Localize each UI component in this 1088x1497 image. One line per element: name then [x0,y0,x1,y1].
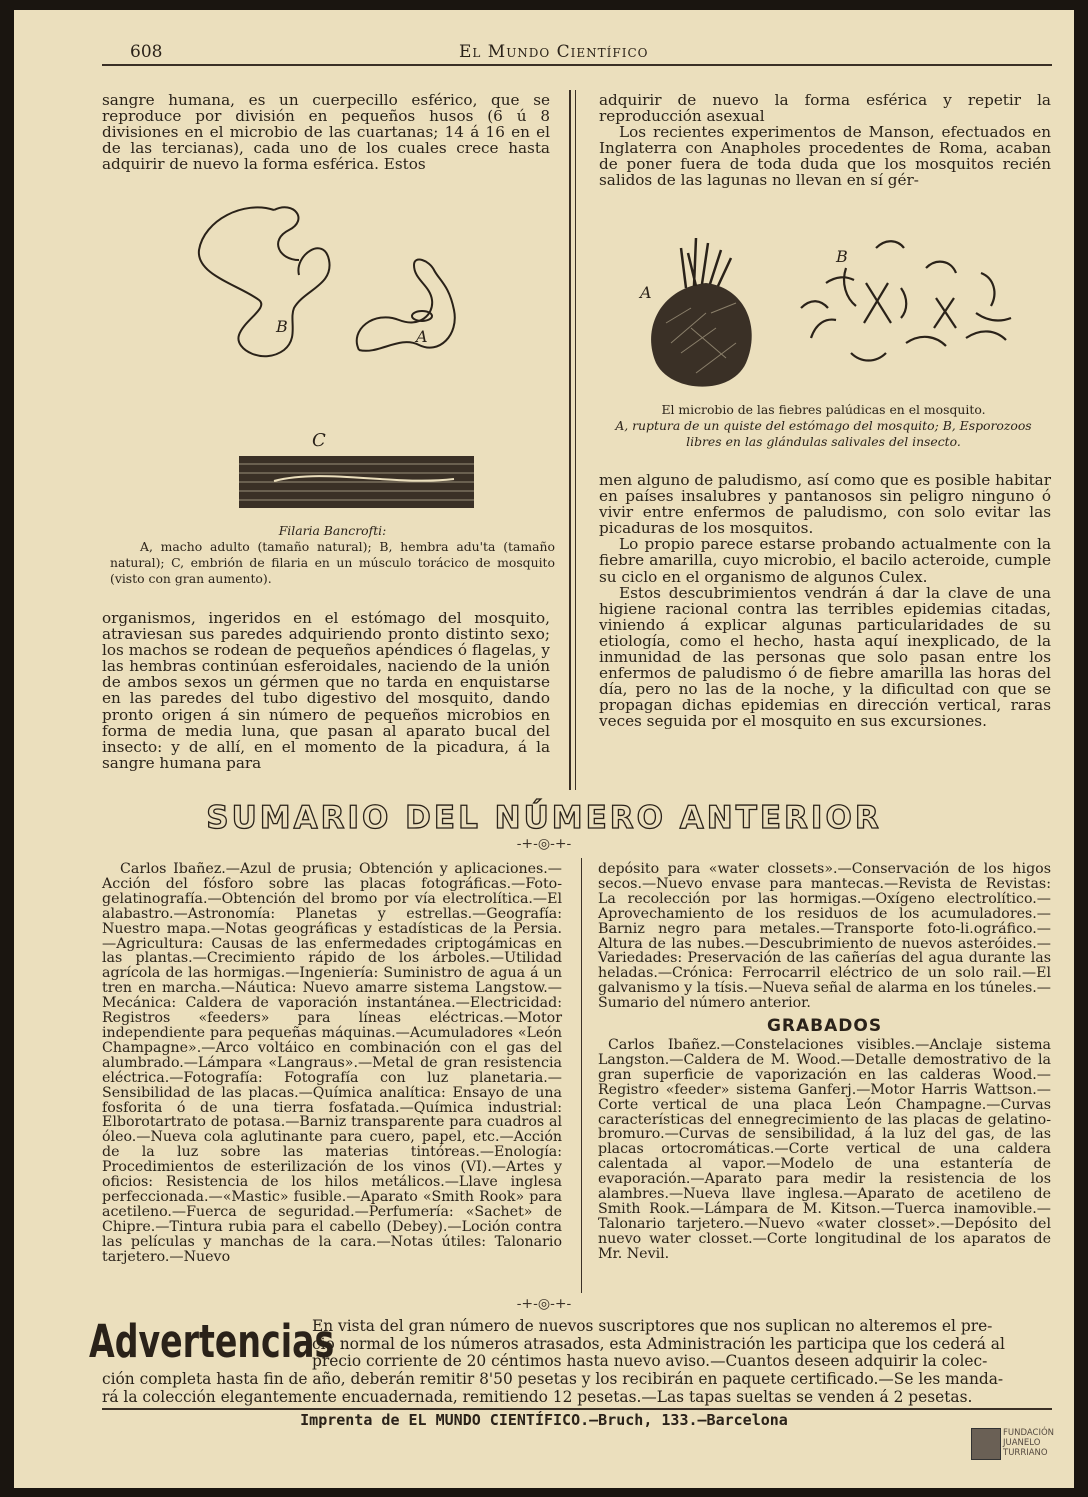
notice-lines-full [102,1371,1057,1406]
paragraph: Los recientes experimentos de Manson, efectuados en Inglaterra con Anapholes procedentes de Roma, acaban de poner fuera de toda duda que los mosquitos recién salidos de las lagunas no llevan en sí gér- [599,123,1051,190]
watermark-line: JUANELO [1003,1438,1041,1448]
right-column-bottom [599,472,1051,730]
notice-line: En vista del gran número de nuevos suscriptores que nos suplican no alteremos el pre- [312,1317,993,1335]
left-column-bottom [102,610,550,771]
notice-line: precio corriente de 20 céntimos hasta nuevo aviso.—Cuantos deseen adquirir la colec- [312,1352,988,1370]
caption-title: Filaria Bancrofti: [278,523,387,538]
grabados-heading: GRABADOS [766,1016,883,1037]
column-divider [569,90,571,790]
footer-rule [102,1408,1052,1410]
summary-divider [581,858,582,1293]
male-worm [357,260,455,351]
grabados-text: Carlos Ibañez.—Constelaciones visibles.—Anclaje sistema Langston.—Caldera de M. Wood.—Detalle demostrativo de la gran superficie de vaporización en las calderas Wood.—Registro «feeder» sistema Ganferj.—Motor Harris Wattson.—Corte vertical de una placa León Champagne.—Curvas características del ennegrecimiento de las placas de gelatino-bromuro.—Curvas de sensibilidad, á la luz del gas, de las placas ortocromáticas.—Corte vertical de una caldera calentada al vapor.—Modelo de una estantería de evaporación.—Aparato para medir la resistencia de los alambres.—Nueva llave inglesa.—Aparato de acetileno de Smith Rook.—Lámpara de M. Kitson.—Tuerca inamovible.—Talonario tarjetero.—Nuevo «water closset».—Depósito del nuevo water closset.—Corte longitudinal de los aparatos de Mr. Nevil. [598,1036,1051,1262]
notice-line: cio normal de los números atrasados, esta Administración les participa que los cederá al [312,1334,1005,1353]
page-number: 608 [130,42,163,62]
watermark-line: TURRIANO [1003,1448,1048,1458]
page [14,10,1074,1488]
notice-line: rá la colección elegantemente encuadernada, remitiendo 12 pesetas.—Las tapas sueltas se venden á 2 pesetas. [102,1387,973,1406]
ruptured-cyst [651,238,752,387]
female-worm-head [274,207,299,260]
mosquito-microbe-illustration [636,228,1036,398]
watermark-line: FUNDACIÓN [1003,1428,1055,1438]
right-column-top [599,92,1051,189]
column-divider-inner [575,90,576,790]
watermark-emblem [971,1428,1001,1460]
summary-left-column [102,862,562,1264]
summary-text: depósito para «water clossets».—Conservación de los higos secos.—Nuevo envase para mantecas.—Revista de Revistas: La recolección por las hormigas.—Oxígeno electrolítico.—Aprovechamiento de los residuos de los acumuladores.—Barniz negro para metales.—Transporte foto-li.ográfico.—Altura de las nubes.—Descubrimiento de nuevos asteróides.—Variedades: Preservación de las cañerías del agua durante las heladas.—Crónica: Ferrocarril eléctrico de un solo rail.—El galvanismo y la tísis.—Nueva señal de alarma en los túneles.—Sumario del número anterior. [598,861,1051,1012]
summary-heading: SUMARIO DEL NÚMERO ANTERIOR [206,800,882,836]
summary-ornament: -+-◎-+- [516,836,572,852]
paragraph: Lo propio parece estarse probando actualmente con la fiebre amarilla, cuyo microbio, el bacilo acteroide, cumple su ciclo en el organismo de algunos Culex. [599,535,1051,586]
female-worm [199,207,330,356]
caption-title: El microbio de las fiebres palúdicas en el mosquito. [661,402,986,417]
imprint: Imprenta de EL MUNDO CIENTÍFICO.—Bruch, 133.—Barcelona [300,1411,788,1429]
figure-left-caption [110,523,555,587]
paragraph: Estos descubrimientos vendrán á dar la clave de una higiene racional contra las terribles epidemias citadas, viniendo á explicar algunas particularidades de su etiología, como el hecho, hasta aquí inexplicado, de la inmunidad de las personas que solo pasan entre los enfermos de paludismo ó de fiebre amarilla las horas del día, pero no las de la noche, y la dificultad con que se propagan dichas epidemias en dirección vertical, raras veces seguida por el mosquito en sus excursiones. [599,583,1051,731]
figure-label-a: A [416,327,428,346]
notice-ornament: -+-◎-+- [516,1296,572,1312]
figure-label-b: B [836,247,848,266]
header-rule [102,64,1052,66]
notice-heading: Advertencias [89,1315,335,1368]
muscle-fibre [239,456,474,508]
running-title: El Mundo Científico [459,42,649,62]
paragraph: sangre humana, es un cuerpecillo esférico, que se reproduce por división en pequeños husos (6 ú 8 divisiones en el microbio de las cuartanas; 14 á 16 en el de las tercianas), cada uno de los cuales crece hasta adquirir de nuevo la forma esférica. Estos [102,91,550,174]
caption-text: A, ruptura de un quiste del estómago del mosquito; B, Esporozoos libres en las glándulas salivales del insecto. [615,418,1032,449]
figure-label-c: C [312,430,326,451]
left-column-top [102,92,550,172]
figure-label-b: B [276,317,288,336]
figure-right-caption [596,402,1051,450]
watermark-logo [971,1428,1069,1472]
paragraph: organismos, ingeridos en el estómago del mosquito, atraviesan sus paredes adquiriendo pronto distinto sexo; los machos se rodean de pequeños apéndices ó flagelas, y las hembras continúan esferoidales, naciendo de la unión de ambos sexos un gérmen que no tarda en enquistarse en las paredes del tubo digestivo del mosquito, dando pronto origen á sin número de pequeños microbios en forma de media luna, que pasan al aparato bucal del insecto: y de allí, en el momento de la picadura, á la sangre humana para [102,609,550,772]
sporozoites [801,241,1011,360]
paragraph: adquirir de nuevo la forma esférica y repetir la reproducción asexual [599,91,1051,126]
notice-lines-beside [312,1318,1052,1371]
summary-right-column [598,862,1051,1262]
paragraph: men alguno de paludismo, así como que es posible habitar en países insalubres y pantanosos sin peligro ninguno ó vivir entre enfermos de paludismo, con solo evitar las picaduras de los mosquitos. [599,471,1051,538]
notice-line: ción completa hasta fin de año, deberán remitir 8'50 pesetas y los recibirán en paquete certificado.—Se les manda- [102,1370,1004,1388]
filaria-illustration [184,190,484,510]
figure-label-a: A [640,283,652,302]
summary-text: Carlos Ibañez.—Azul de prusia; Obtención y aplicaciones.—Acción del fósforo sobre las placas fotográficas.—Foto-gelatinografía.—Obtención del bromo por vía electrolítica.—El alabastro.—Astronomía: Planetas y estrellas.—Geografía: Nuestro mapa.—Notas geográficas y estadísticas de la Persia.—Agricultura: Causas de las enfermedades criptogámicas en las plantas.—Crecimiento rápido de los árboles.—Utilidad agrícola de las hormigas.—Ingeniería: Suministro de agua á un tren en marcha.—Náutica: Nuevo amarre sistema Langstow.—Mecánica: Caldera de vaporación instantánea.—Electricidad: Registros «feeders» para líneas eléctricas.—Motor independiente para pequeñas máquinas.—Acumuladores «León Champagne».—Arco voltáico en combinación con el gas del alumbrado.—Lámpara «Langraus».—Metal de gran resistencia eléctrica.—Fotografía: Fotografía con luz planetaria.—Sensibilidad de las placas.—Química analítica: Ensayo de una fosforita ó de una tierra fosfatada.—Química industrial: Elborotartrato de potasa.—Barniz transparente para cuadros al óleo.—Nueva cola aglutinante para cuero, papel, etc.—Acción de la luz sobre las materias tintóreas.—Enología: Procedimientos de esterilización de los vinos (VI).—Artes y oficios: Resistencia de los hilos metálicos.—Llave inglesa perfeccionada.—«Mastic» fusible.—Aparato «Smith Rook» para acetileno.—Fuerca de seguridad.—Perfumería: «Sachet» de Chipre.—Tintura rubia para el cabello (Debey).—Loción contra las películas y manchas de la cara.—Notas útiles: Talonario tarjetero.—Nuevo [102,861,562,1265]
caption-text: A, macho adulto (tamaño natural); B, hembra adu'ta (tamaño natural); C, embrión de filaria en un músculo torácico de mosquito (visto con gran aumento). [110,539,555,586]
watermark-text [1003,1428,1054,1458]
